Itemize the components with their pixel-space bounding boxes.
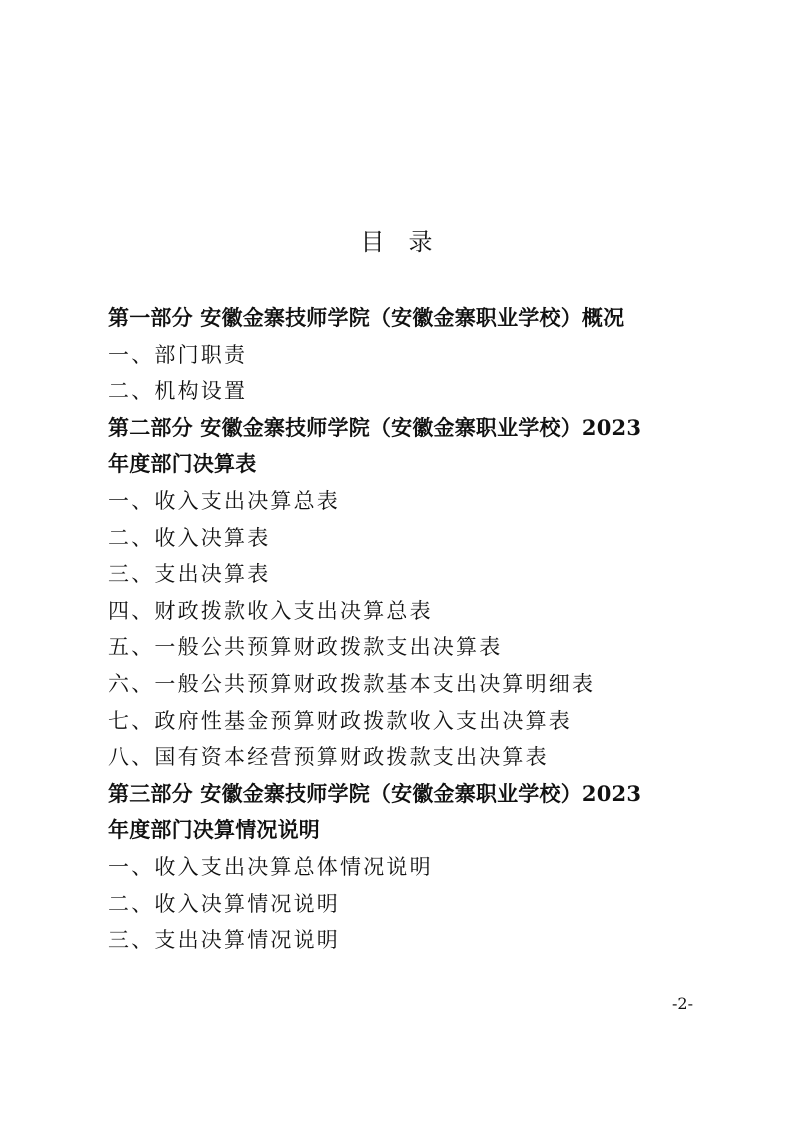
toc-entry: 三、支出决算情况说明: [108, 928, 340, 953]
toc-entry: 二、收入决算情况说明: [108, 891, 340, 916]
page-number: -2-: [672, 994, 693, 1013]
toc-entry: 二、收入决算表: [108, 525, 271, 550]
toc-part-heading-continued: 年度部门决算表: [108, 451, 257, 477]
toc-entry: 二、机构设置: [108, 379, 248, 404]
toc-part-heading: 第一部分 安徽金寨技师学院（安徽金寨职业学校）概况: [108, 305, 625, 330]
toc-entry: 八、国有资本经营预算财政拨款支出决算表: [108, 745, 549, 770]
toc-part-heading: 第三部分 安徽金寨技师学院（安徽金寨职业学校）2023: [108, 780, 642, 806]
page-title-right: 录: [408, 228, 433, 256]
toc-entry: 六、一般公共预算财政拨款基本支出决算明细表: [108, 671, 596, 696]
toc-part-heading: 第二部分 安徽金寨技师学院（安徽金寨职业学校）2023: [108, 414, 642, 440]
toc-entry: 四、财政拨款收入支出决算总表: [108, 598, 433, 623]
toc-entry: 一、部门职责: [108, 342, 248, 367]
toc-entry: 一、收入支出决算总体情况说明: [108, 854, 433, 879]
toc-entry: 五、一般公共预算财政拨款支出决算表: [108, 635, 503, 660]
page-title: [0, 226, 793, 258]
table-of-contents: [108, 300, 708, 959]
toc-part-heading-continued: 年度部门决算情况说明: [108, 817, 320, 843]
toc-entry: 七、政府性基金预算财政拨款收入支出决算表: [108, 708, 572, 733]
toc-entry: 三、支出决算表: [108, 562, 271, 587]
toc-entry: 一、收入支出决算总表: [108, 488, 340, 513]
page-title-left: 目: [360, 228, 385, 256]
